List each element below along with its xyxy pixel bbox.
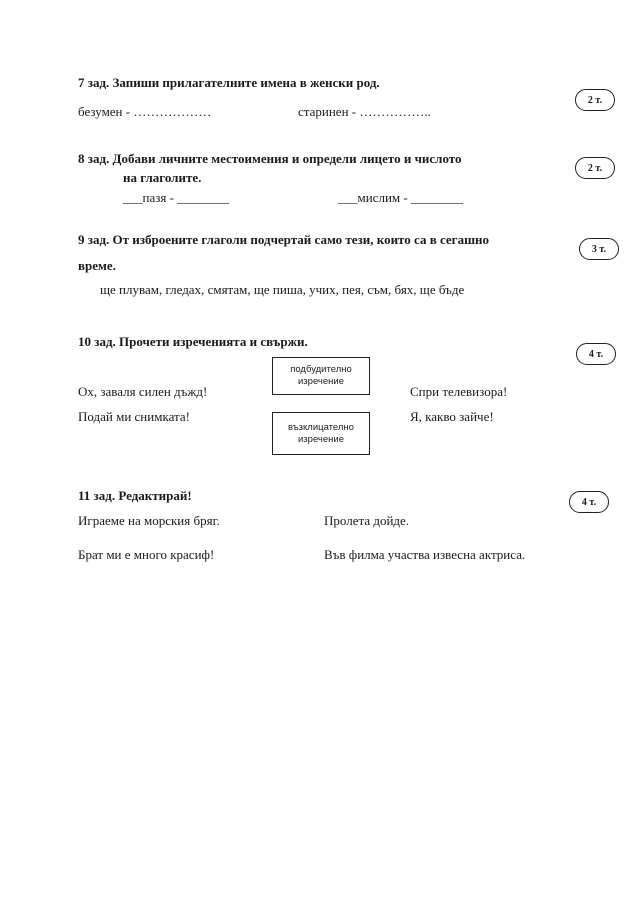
task8-points-badge: 2 т. <box>575 157 615 179</box>
task8-title-line-1: 8 зад. Добави личните местоимения и определи лицето и числото <box>78 151 462 166</box>
task9-points-badge: 3 т. <box>579 238 619 260</box>
task8-title-line-2: на глаголите. <box>123 170 202 185</box>
task10-points-badge: 4 т. <box>576 343 616 365</box>
task7-points-badge: 2 т. <box>575 89 615 111</box>
task11-sentence-1: Играеме на морския бряг. <box>78 513 220 528</box>
task9-title-line-2: време. <box>78 258 116 273</box>
task11-sentence-3: Брат ми е много красиф! <box>78 547 215 562</box>
task10-box-imperative: подбудително изречение <box>272 357 370 395</box>
task10-left-sentence-1: Ох, заваля силен дъжд! <box>78 384 208 399</box>
task8-item-2: ___мислим - ________ <box>338 190 463 205</box>
task11-sentence-4: Във филма участва извесна актриса. <box>324 547 526 562</box>
task7-item-1: безумен - ……………… <box>78 104 212 119</box>
task7-item-2: старинен - …………….. <box>298 104 431 119</box>
task7-title: 7 зад. Запиши прилагателните имена в женски род. <box>78 75 380 90</box>
task10-title: 10 зад. Прочети изреченията и свържи. <box>78 334 308 349</box>
task9-verb-list: ще плувам, гледах, смятам, ще пиша, учих, пея, съм, бях, ще бъде <box>100 282 465 297</box>
task8-item-1: ___пазя - ________ <box>123 190 230 205</box>
task9-title-line-1: 9 зад. От изброените глаголи подчертай само тези, които са в сегашно <box>78 232 490 247</box>
task11-points-badge: 4 т. <box>569 491 609 513</box>
task11-title: 11 зад. Редактирай! <box>78 488 192 503</box>
task11-sentence-2: Пролета дойде. <box>324 513 410 528</box>
task10-right-sentence-2: Я, какво зайче! <box>410 409 494 424</box>
task10-left-sentence-2: Подай ми снимката! <box>78 409 190 424</box>
task10-right-sentence-1: Спри телевизора! <box>410 384 508 399</box>
task10-box-exclamatory: възклицателно изречение <box>272 412 370 455</box>
